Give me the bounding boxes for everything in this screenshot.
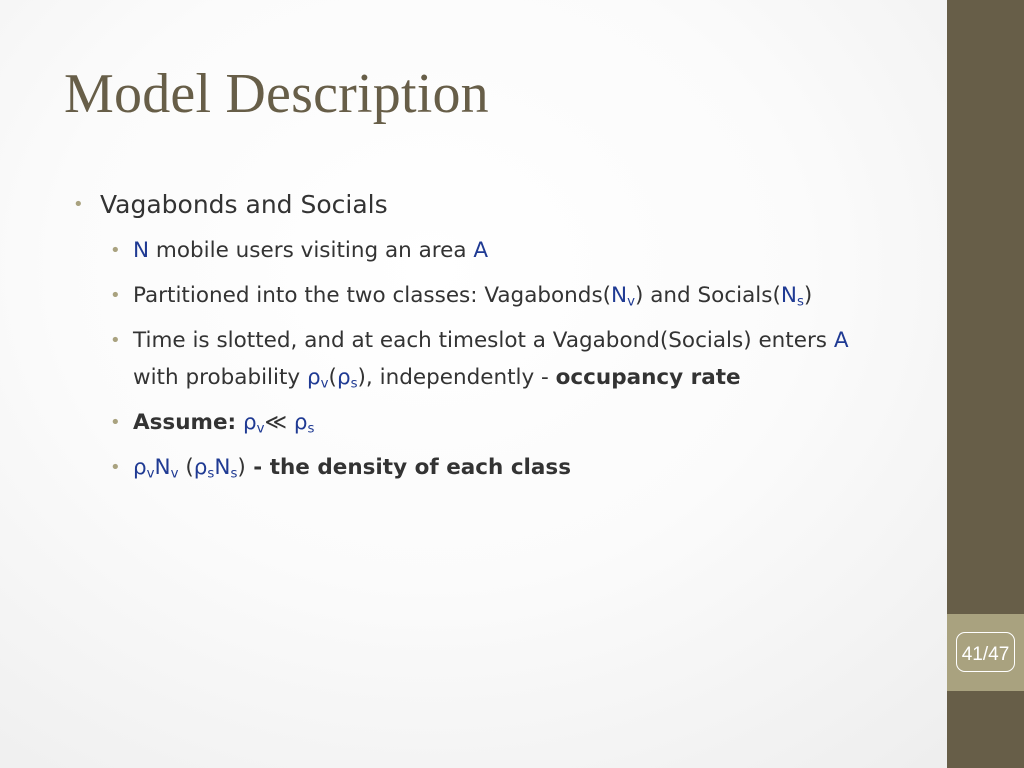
bullet-dot-icon: • bbox=[110, 412, 121, 433]
bullet-density bbox=[73, 449, 893, 486]
bullet-level1-vagabonds-socials bbox=[73, 186, 893, 224]
symbol-ns: $N_s$ bbox=[780, 283, 804, 310]
bold-term-density: - the density of each class bbox=[245, 455, 572, 480]
bullet-text: ) bbox=[237, 455, 246, 480]
symbol-rho-v: $\rho_v$ bbox=[133, 455, 155, 482]
symbol-n: N bbox=[133, 238, 150, 263]
bullet-text: ) and Socials( bbox=[635, 283, 781, 308]
symbol-a: A bbox=[473, 238, 489, 263]
symbol-ns: $N_s$ bbox=[214, 455, 238, 482]
symbol-a: A bbox=[833, 328, 849, 353]
much-less-than-symbol: ≪ bbox=[264, 410, 294, 435]
bullet-text: Partitioned into the two classes: Vagabonds( bbox=[133, 283, 612, 308]
bullet-text: ( bbox=[328, 365, 337, 390]
symbol-nv: $N_v$ bbox=[154, 455, 179, 482]
symbol-rho-s: $\rho_s$ bbox=[336, 365, 358, 392]
bullet-text: mobile users visiting an area bbox=[149, 238, 474, 263]
slide-title: Model Description bbox=[64, 63, 489, 125]
page-number: 41/47 bbox=[961, 644, 1010, 665]
bullet-dot-icon: • bbox=[110, 240, 121, 261]
bullet-text: ) bbox=[803, 283, 813, 308]
bullet-partitioned bbox=[73, 277, 893, 314]
symbol-nv: $N_v$ bbox=[611, 283, 636, 310]
symbol-rho-s: $\rho_s$ bbox=[193, 455, 215, 482]
bullet-heading-text: Vagabonds and Socials bbox=[100, 190, 388, 219]
bullet-time-slotted bbox=[73, 322, 893, 396]
slide-content bbox=[73, 186, 893, 486]
bullet-text: ( bbox=[178, 455, 194, 480]
bullet-dot-icon: • bbox=[110, 285, 121, 306]
symbol-rho-s: $\rho_s$ bbox=[293, 410, 315, 437]
bullet-text: Time is slotted, and at each timeslot a Vagabond(Socials) enters bbox=[133, 328, 834, 353]
symbol-rho-v: $\rho_v$ bbox=[242, 410, 265, 437]
bold-term-occupancy-rate: occupancy rate bbox=[555, 365, 741, 390]
page-number-box bbox=[947, 614, 1024, 691]
bullet-assume bbox=[73, 404, 893, 441]
bullet-text: ), independently - bbox=[357, 365, 556, 390]
bullet-mobile-users bbox=[73, 232, 893, 269]
bullet-dot-icon: • bbox=[110, 330, 121, 351]
assume-label: Assume: bbox=[133, 410, 237, 435]
symbol-rho-v: $\rho_v$ bbox=[307, 365, 329, 392]
bullet-text: with probability bbox=[133, 365, 307, 390]
bullet-dot-icon: • bbox=[110, 457, 121, 478]
bullet-dot-icon: • bbox=[73, 194, 84, 215]
